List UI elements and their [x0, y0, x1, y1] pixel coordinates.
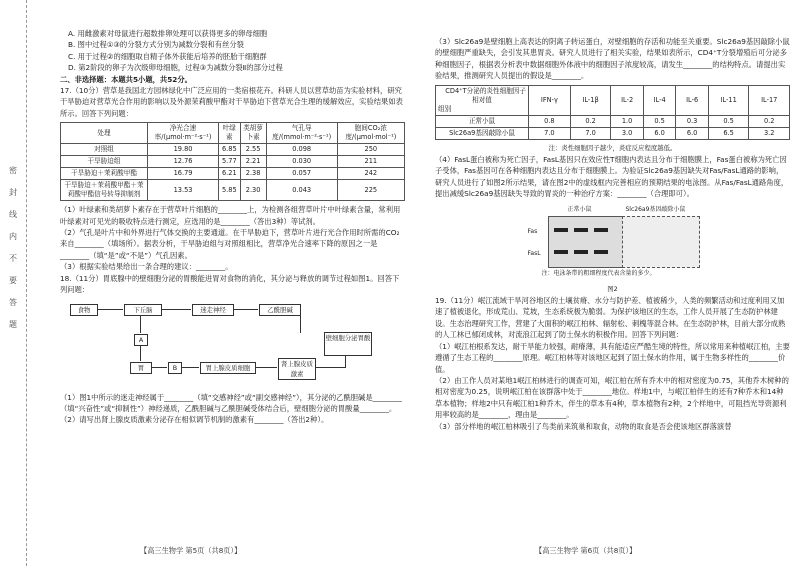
vagus-box: 迷走神经 — [192, 304, 234, 316]
page-footer-right: 【高三生物学 第6页（共8页）】 — [535, 546, 637, 555]
table-row: 干旱胁迫＋茉莉酸甲酯 16.79 6.21 2.38 0.057 242 — [61, 168, 405, 180]
arrow — [140, 345, 141, 361]
option-b: B. 图中过程①③的分裂方式分别为减数分裂和有丝分裂 — [68, 40, 244, 50]
gland-box: 壁细胞分泌胃酸 — [324, 332, 372, 356]
gel-row1: Fas — [527, 227, 538, 235]
q18-1: （1）图1中所示的迷走神经属于________（填“交感神经”或“副交感神经”），其分泌的乙酰胆碱是________（填“兴奋性”或“抑制性”）神经递质，乙酰胆碱与乙酰胆碱受体结合后，壁细胞分泌的胃酸量________。 — [60, 392, 402, 413]
q19-3: （3）部分样地的岷江柏林吸引了鸟类前来筑巢和取食，动物的取食是否会使该地区群落演替 — [435, 421, 732, 431]
table-row: 干旱胁迫组 12.76 5.77 2.21 0.030 211 — [61, 156, 405, 168]
figure-2-caption: 图2 — [607, 284, 618, 293]
q17-1: （1）叶绿素和类胡萝卜素存在于营草叶片细胞的________上，为检测各组营草叶片中叶绿素含量，常利用叶绿素对可见光的吸收特点进行测定，应选用的是________（答出3种）等试剂。 — [60, 205, 401, 226]
gel-col1: 正常小鼠 — [567, 205, 592, 213]
q19-2: （2）由工作人员对某地1岷江柏林进行的调查可知，岷江柏在所有乔木中的相对密度为0.75，其他乔木树种的相对密度为0.25，说明岷江柏在该群落中处于________地位。样地1中，与岷江柏伴生的还有7种乔木和14种草本植物；样地2中只有岷江柏1种乔木，伴生的草本有4种，草本植物有2种，2个样地中，可阻挡光导资源利用率较高的是________，理由是________。 — [435, 375, 789, 420]
q19-intro: 19.（11分）岷江流域干旱河谷地区的土壤贫瘠、水分与防护差、植被稀少，人类的频繁活动和过度利用又加速了植被退化，形成荒山、荒坡，生态系统极为脆弱。为保护该地区的生态，工作人员开展了生态防护林建设。生态治理研究工作，营建了大面积的岷江柏林、辐射松、刺槐等混合林。在生态防护林，目前大部分成熟的人工林已郁闭成林，对流浪江起到了防土保水的积极作用。回答下列问题： — [435, 296, 786, 340]
q18-2: （2）请写出肾上腺皮质激素分泌存在相似调节机制的激素有________（答出2种）。 — [60, 415, 329, 425]
hormone-box: 肾上腺皮质激素 — [278, 358, 316, 380]
table-row: Slc26a9基因敲除小鼠 7.0 7.0 3.0 6.0 6.0 6.5 3.2 — [436, 127, 790, 139]
gel-row2: FasL — [527, 249, 541, 257]
right-page — [415, 0, 800, 566]
answer-box[interactable] — [622, 216, 700, 268]
table-row: 干旱胁迫＋茉莉酸甲酯＋茉莉酸甲酯信号转导抑制剂 13.53 5.85 2.30 0.043 225 — [61, 180, 405, 201]
table-header-row: CD4⁺T分泌的炎性细胞因子 相对值 组别 IFN-γ IL-1β IL-2 IL-4 IL-6 IL-11 IL-17 — [436, 85, 790, 115]
arrow — [161, 309, 191, 310]
gel-band — [554, 250, 568, 254]
page-footer-left: 【高三生物学 第5页（共8页）】 — [140, 546, 242, 555]
gel-band — [554, 228, 568, 232]
stomach-box: 胃 — [130, 362, 152, 374]
table-2 — [435, 85, 790, 140]
a-box: A — [134, 334, 148, 346]
option-d: D. 第2阶段的卵子为次级卵母细胞，过程③为减数分裂Ⅱ的部分过程 — [68, 63, 283, 73]
arrow — [315, 367, 345, 368]
option-a: A. 用雌激素对母鼠进行超数排卵处理可以获得更多的卵母细胞 — [68, 29, 268, 38]
arrow — [233, 309, 258, 310]
gel-band — [594, 250, 608, 254]
cut-line — [26, 0, 27, 566]
arrow — [300, 309, 301, 333]
gel-note: 注：电泳条带的粗细程度代表含量的多少。 — [541, 269, 656, 277]
gel-col2: Slc26a9基因敲除小鼠 — [625, 205, 686, 213]
flow-diagram — [60, 298, 405, 390]
q19-1: （1）岷江柏根系发达，耐干旱能力较强，耐瘠薄，具有能适应严酷生境的特性，所以常用来种植岷江柏，主要遵循了生态工程的________原理。岷江柏林等对该地区起到了固土保水的作用，属于生物多样性的________价值。 — [435, 341, 790, 374]
seal-text: 密 封 线 内 不 要 答 题 — [9, 166, 17, 329]
right-column — [435, 36, 790, 432]
left-column — [60, 28, 405, 426]
gel-figure — [528, 204, 698, 282]
q17-3: （3）根据实验结果给出一条合理的建议：________。 — [60, 262, 233, 272]
table-row: 对照组 19.80 6.85 2.55 0.098 250 — [61, 144, 405, 156]
hypothalamus-box: 下丘脑 — [124, 304, 162, 316]
b-box: B — [168, 362, 182, 374]
gastrin-box: 胃上腺皮质细胞 — [200, 362, 256, 374]
q18-intro: 18.（11分）胃底腺中的壁细胞分泌的胃酸能进胃对食物的消化，其分泌与释放的调节过程如图1。回答下列问题： — [60, 273, 400, 295]
food-box: 食物 — [70, 304, 98, 316]
q17-2: （2）气孔是叶片中和外界进行气体交换的主要通道。在干旱胁迫下，营草叶片进行光合作用时所需的CO₂来自________（填场所）。据表分析，干旱胁迫组与对照组相比，营草净光合速率下降的原因之一是________（填“是”或“不是”）气孔因素。 — [60, 228, 400, 260]
arrow — [345, 355, 346, 368]
table-2-note: 注：炎性细胞因子越少，炎症反应程度越低。 — [548, 143, 677, 152]
table-1 — [60, 122, 405, 201]
q18-4: （4）FasL蛋白被称为死亡因子，FasL基因只在效应性T细胞内表达且分布于细胞膜上，Fas蛋白被称为死亡因子受体，Fas基因可在各种细胞内表达且分布于细胞膜上。为验证Slc26a9基因缺失对Fas/FasL通路的影响，研究人员进行了如图2所示结果，请在图2中的虚线框内完善相应的预期结果的电泳图。从Fas/FasL通路角度，提出减缓Slc26a9基因缺失导致的胃炎的一种治疗方案：________（合理即可）。 — [435, 155, 789, 199]
arrow — [181, 367, 199, 368]
gel-band — [574, 250, 588, 254]
gel-band — [594, 228, 608, 232]
acetylcholine-box: 乙酰胆碱 — [259, 304, 301, 316]
binding-margin — [0, 0, 56, 566]
table-header-row: 处理 净光合速率/(μmol·m⁻²·s⁻¹) 叶绿素 类胡萝卜素 气孔导度/(mmol·m⁻²·s⁻¹) 胞间CO₂浓度/(μmol·mol⁻¹) — [61, 123, 405, 144]
q17-intro: 17.（10分）营草是我国北方园林绿化中广泛应用的一类宿根花卉。科研人员以营草幼苗为实验材料，研究干旱胁迫对营草光合作用的影响以及外源茉莉酸甲酯对干旱胁迫下营草光合生理的缓解效应，实验结果如表所示。回答下列问题： — [60, 86, 403, 118]
arrow — [151, 367, 167, 368]
section-title: 二、非选择题：本题共5小题，共52分。 — [60, 74, 192, 84]
arrow — [97, 309, 123, 310]
arrow — [255, 367, 277, 368]
q18-3-intro: （3）Slc26a9是壁细胞上高表达的阴离子转运蛋白，对壁细胞的存活和功能至关重要。Slc26a9基因敲除小鼠的壁细胞严重缺失，会引发其患胃炎。研究人员进行了相关实验，结果如表所示，CD4⁺T分裂增殖后可分泌多种细胞因子，根据表分析表中数据细胞外体液中的细胞因子浓度较高，请发生________的结构特点。请提出实验结果，推测研究人员提出的假设是________。 — [435, 37, 790, 81]
arrow — [140, 315, 141, 333]
table-row: 正常小鼠 0.8 0.2 1.0 0.5 0.3 0.5 0.2 — [436, 115, 790, 127]
option-c: C. 用于过程②的细胞取自精子体外获能后培养的胚胎干细胞群 — [68, 51, 267, 61]
gel-band — [574, 228, 588, 232]
